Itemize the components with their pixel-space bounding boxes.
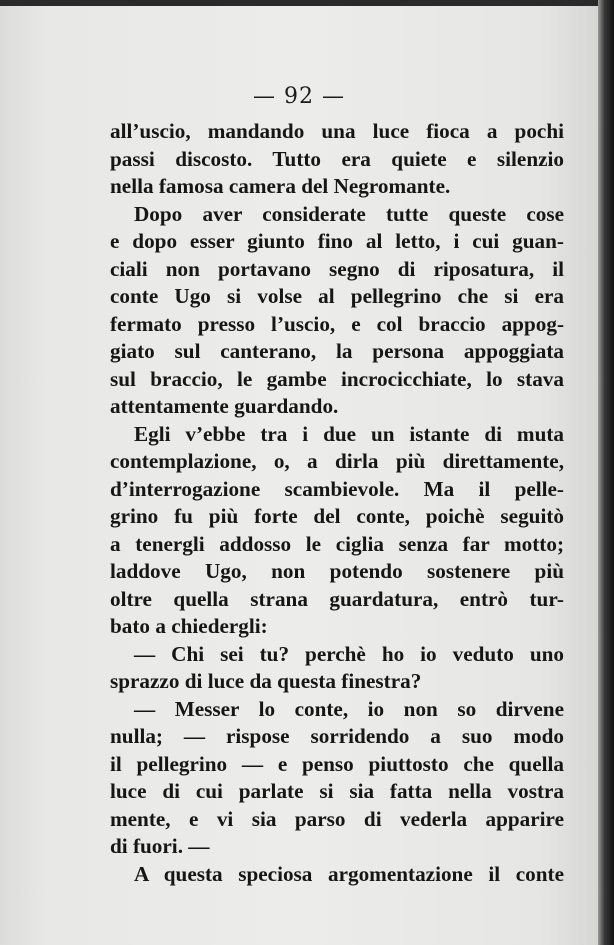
text-line: d’interrogazione scambievole. Ma il pelle- xyxy=(110,476,564,501)
text-line: sprazzo di luce da questa finestra? xyxy=(110,669,422,693)
page-number: — 92 — xyxy=(253,84,345,109)
text-line: Dopo aver considerate tutte queste cose xyxy=(134,201,564,226)
text-line: fermato presso l’uscio, e col braccio appog- xyxy=(110,311,564,336)
text-line: a tenergli addosso le ciglia senza far motto; xyxy=(110,531,564,556)
text-line: oltre quella strana guardatura, entrò tur- xyxy=(110,586,564,611)
text-line: luce di cui parlate si sia fatta nella vostra xyxy=(110,779,564,803)
body-text xyxy=(110,118,564,888)
text-line: sul braccio, le gambe incrocicchiate, lo stava xyxy=(110,366,564,391)
text-line: ciali non portavano segno di riposatura, il xyxy=(110,256,564,281)
text-line: di fuori. — xyxy=(110,834,210,858)
text-line: giato sul canterano, la persona appoggiata xyxy=(110,339,564,363)
text-line: contemplazione, o, a dirla più direttamente, xyxy=(110,449,564,473)
text-line: il pellegrino — e penso piuttosto che quella xyxy=(110,751,564,776)
text-line: — Chi sei tu? perchè ho io veduto uno xyxy=(134,641,564,666)
text-line: A questa speciosa argomentazione il conte xyxy=(134,861,564,886)
text-line: nella famosa camera del Negromante. xyxy=(110,174,451,198)
text-line: bato a chiedergli: xyxy=(110,614,268,638)
text-line: passi discosto. Tutto era quiete e silenzio xyxy=(110,146,564,171)
text-line: conte Ugo si volse al pellegrino che si era xyxy=(110,284,564,308)
text-line: all’uscio, mandando una luce fioca a pochi xyxy=(110,119,564,143)
text-line: grino fu più forte del conte, poichè seguitò xyxy=(110,504,564,528)
text-line: nulla; — rispose sorridendo a suo modo xyxy=(110,724,564,748)
page-edge-shadow xyxy=(598,0,614,945)
text-line: laddove Ugo, non potendo sostenere più xyxy=(110,559,564,583)
text-line: e dopo esser giunto fino al letto, i cui guan- xyxy=(110,229,564,253)
text-line: attentamente guardando. xyxy=(110,394,339,418)
text-line: Egli v’ebbe tra i due un istante di muta xyxy=(134,421,564,446)
text-line: — Messer lo conte, io non so dirvene xyxy=(134,696,564,721)
text-line: mente, e vi sia parso di vederla apparire xyxy=(110,806,564,831)
